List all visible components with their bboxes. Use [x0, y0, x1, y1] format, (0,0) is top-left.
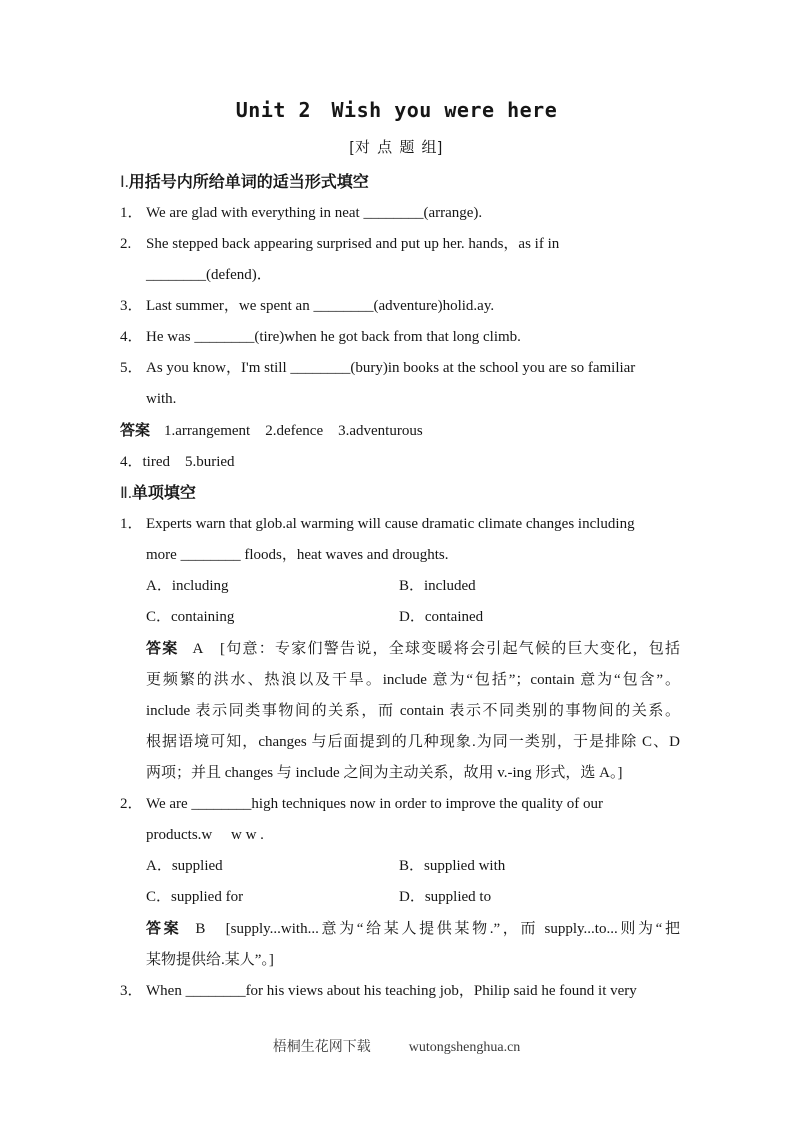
option-a: A．supplied — [146, 858, 223, 874]
answer-label: 答案 — [146, 640, 179, 657]
footer-site-name: 梧桐生花网下载 — [272, 1040, 371, 1055]
question-number: 4． — [120, 329, 143, 345]
option-d: D．supplied to — [399, 889, 492, 905]
question-text: Last summer，we spent an ________(adventure)holid.ay. — [146, 298, 495, 314]
question-number: 2. — [120, 236, 132, 252]
option-a: A．including — [146, 578, 229, 594]
question-text: When ________for his views about his teaching job，Philip said he found it very — [146, 983, 637, 999]
question-text-continued: ________(defend)． — [146, 267, 272, 283]
options-row — [120, 851, 680, 882]
section2-roman-numeral: Ⅱ. — [120, 485, 132, 502]
answer-explanation-line: 两项；并且 changes 与 include 之间为主动关系，故用 v.-ing 形式，选 A。] — [146, 765, 623, 781]
question-text: Experts warn that glob.al warming will cause dramatic climate changes including — [146, 516, 635, 532]
question-item — [120, 976, 680, 1007]
answer-explanation-line: 根据语境可知，changes 与后面提到的几种现象.为同一类别，于是排除 C、D — [146, 734, 680, 750]
question-number: 3． — [120, 983, 143, 999]
options-row — [120, 602, 680, 633]
option-c: C．supplied for — [146, 889, 244, 905]
question-number: 5． — [120, 360, 143, 376]
question-item — [120, 509, 680, 571]
options-row — [120, 882, 680, 913]
question-text-continued: with. — [146, 391, 177, 407]
section2-heading-text: 单项填空 — [131, 485, 196, 502]
section1-roman-numeral: Ⅰ. — [120, 174, 129, 191]
question-number: 2． — [120, 796, 143, 812]
section1-heading — [120, 167, 680, 198]
section1-answer-line — [120, 415, 680, 447]
answer-explanation-line — [146, 633, 680, 665]
subtitle-badge: [对 点 题 组] — [349, 139, 444, 156]
answer-label: 答案 — [146, 920, 182, 937]
question-text-continued: products.w w w . — [146, 827, 264, 843]
answer-text: B [supply...with...意为“给某人提供某物.”，而 supply...to...则为“把 — [195, 921, 680, 937]
page-title: Unit 2 Wish you were here — [235, 98, 558, 122]
question-text: As you know，I'm still ________(bury)in books at the school you are so familiar — [146, 360, 636, 376]
question-number: 1． — [120, 205, 143, 221]
answer-explanation-line: 更频繁的洪水、热浪以及干旱。include 意为“包括”；contain 意为“包含”。 — [146, 672, 680, 688]
answer-text: 1.arrangement 2.defence 3.adventurous — [164, 423, 423, 439]
option-d: D．contained — [399, 609, 484, 625]
document-body — [120, 167, 680, 1007]
option-c: C．containing — [146, 609, 235, 625]
section1-answer-line-continued: 4．tired 5.buried — [120, 454, 235, 470]
answer-explanation-line — [146, 913, 680, 945]
answer-explanation-block — [120, 633, 680, 789]
question-number: 3． — [120, 298, 143, 314]
question-item — [120, 198, 680, 229]
question-item — [120, 229, 680, 291]
answer-label: 答案 — [120, 422, 151, 439]
question-text: We are glad with everything in neat ________(arrange). — [146, 205, 483, 221]
answer-explanation-line: 某物提供给.某人”。] — [146, 952, 274, 968]
question-text: He was ________(tire)when he got back from that long climb. — [146, 329, 521, 345]
question-text: We are ________high techniques now in order to improve the quality of our — [146, 796, 604, 812]
question-text-continued: more ________ floods，heat waves and droughts. — [146, 547, 449, 563]
question-item — [120, 353, 680, 415]
question-item — [120, 322, 680, 353]
question-text: She stepped back appearing surprised and put up her. hands，as if in — [146, 236, 560, 252]
question-number: 1． — [120, 516, 143, 532]
section2-heading — [120, 478, 680, 509]
question-item — [120, 291, 680, 322]
option-b: B．included — [399, 578, 476, 594]
option-b: B．supplied with — [399, 858, 506, 874]
question-item — [120, 789, 680, 851]
section1-heading-text: 用括号内所给单词的适当形式填空 — [128, 174, 369, 191]
answer-explanation-block — [120, 913, 680, 976]
answer-explanation-line: include 表示同类事物间的关系，而 contain 表示不同类别的事物间的关系。 — [146, 703, 680, 719]
options-row — [120, 571, 680, 602]
answer-text: A [句意：专家们警告说，全球变暖将会引起气候的巨大变化，包括 — [192, 641, 680, 657]
footer-site-url: wutongshenghua.cn — [408, 1040, 521, 1055]
footer-watermark — [0, 1038, 793, 1058]
